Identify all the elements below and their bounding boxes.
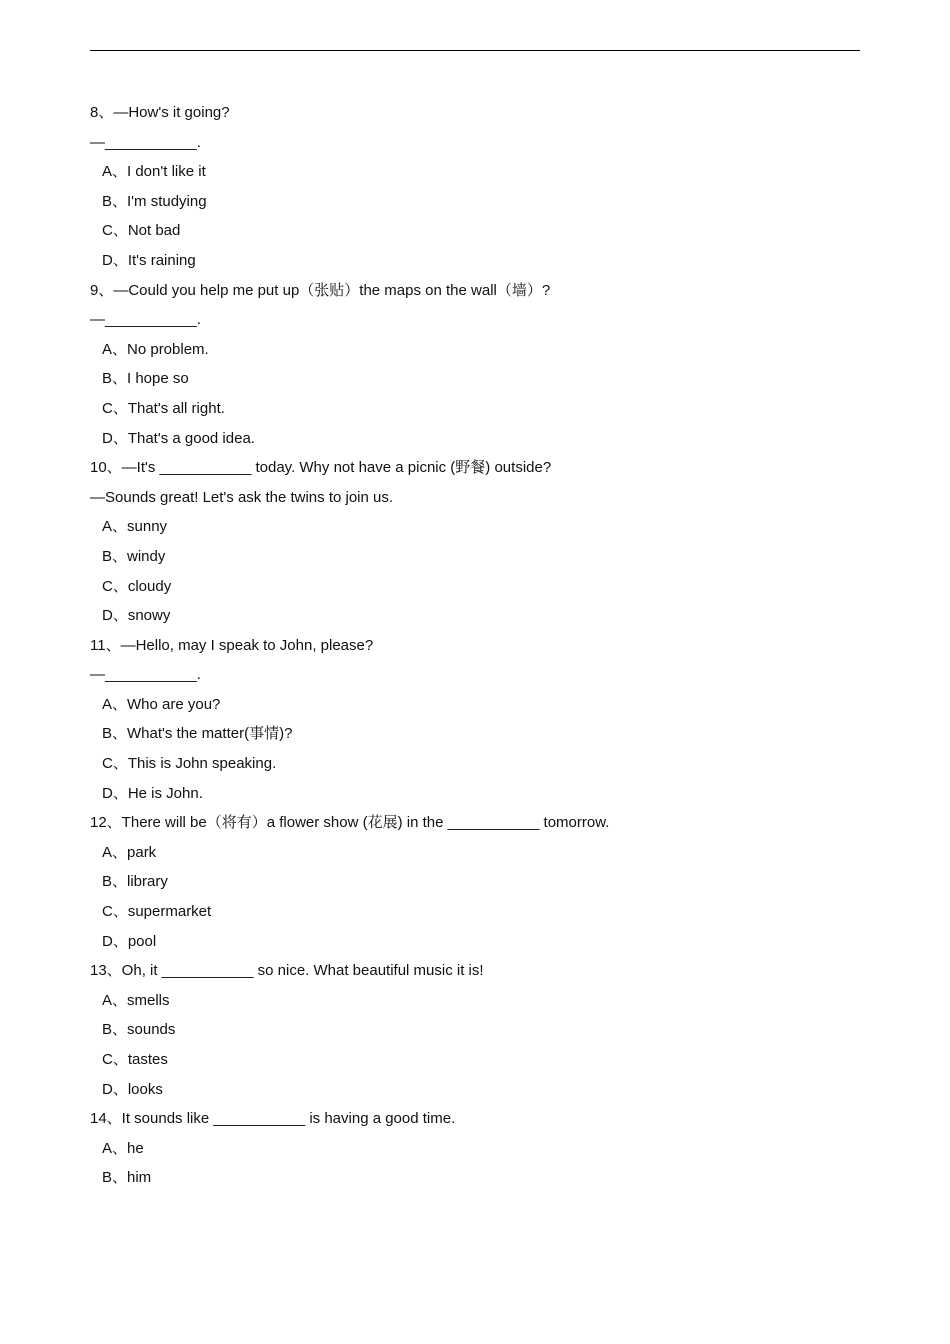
question-13-stem: 13、Oh, it ___________ so nice. What beautiful music it is! [90, 962, 484, 980]
question-11-option-d: D、He is John. [102, 784, 203, 802]
question-10-reply: —Sounds great! Let's ask the twins to join us. [90, 488, 394, 506]
question-12-option-b: B、library [102, 873, 168, 891]
question-13-option-a: A、smells [102, 991, 170, 1009]
question-13-option-b: B、sounds [102, 1021, 176, 1039]
question-10-option-a: A、sunny [102, 518, 168, 536]
question-8-option-b: B、I'm studying [102, 192, 207, 210]
question-9-option-b: B、I hope so [102, 370, 189, 388]
question-9-option-a: A、No problem. [102, 340, 209, 358]
question-11-answer-line: —___________. [90, 666, 201, 684]
question-14-stem: 14、It sounds like ___________ is having a good time. [90, 1110, 456, 1128]
question-12-option-c: C、supermarket [102, 903, 212, 921]
question-14-option-b: B、him [102, 1169, 152, 1187]
question-8-option-a: A、I don't like it [102, 163, 206, 181]
question-11-option-c: C、This is John speaking. [102, 755, 277, 773]
question-12-option-a: A、park [102, 843, 157, 861]
question-8-stem: 8、—How's it going? [90, 104, 230, 121]
question-10-option-c: C、cloudy [102, 577, 172, 595]
question-list [90, 98, 860, 1193]
question-9-option-c: C、That's all right. [102, 399, 225, 417]
question-14-option-a: A、he [102, 1139, 144, 1157]
question-12-option-d: D、pool [102, 932, 157, 950]
header-rule [90, 50, 860, 51]
question-8-option-c: C、Not bad [102, 222, 181, 240]
question-12-stem: 12、There will be（将有）a flower show (花展) in the ___________ tomorrow. [90, 814, 610, 832]
question-9-stem: 9、—Could you help me put up（张贴）the maps on the wall（墙）? [90, 281, 551, 299]
question-11-option-a: A、Who are you? [102, 695, 221, 713]
question-11-option-b: B、What's the matter(事情)? [102, 725, 293, 743]
question-8-option-d: D、It's raining [102, 251, 196, 269]
question-8-answer-line: —___________. [90, 133, 201, 151]
question-11-stem: 11、—Hello, may I speak to John, please? [90, 636, 374, 654]
question-13-option-d: D、looks [102, 1080, 163, 1098]
question-10-stem: 10、—It's ___________ today. Why not have a picnic (野餐) outside? [90, 459, 552, 477]
question-10-option-d: D、snowy [102, 607, 171, 625]
question-9-answer-line: —___________. [90, 311, 201, 329]
question-9-option-d: D、That's a good idea. [102, 429, 255, 447]
question-10-option-b: B、windy [102, 547, 166, 565]
question-13-option-c: C、tastes [102, 1051, 168, 1068]
